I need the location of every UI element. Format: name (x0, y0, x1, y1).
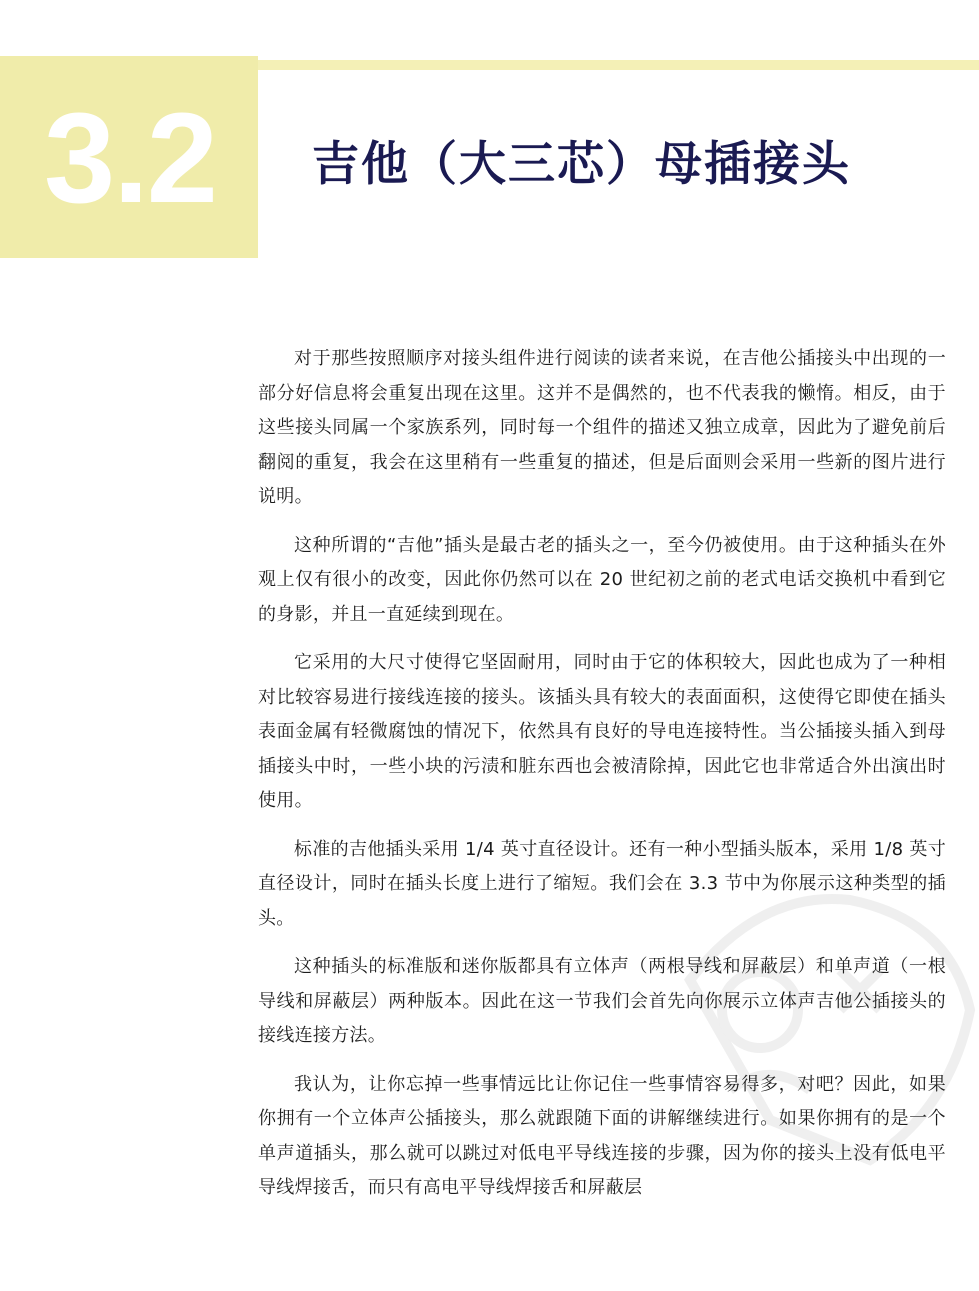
paragraph-2: 这种所谓的“吉他”插头是最古老的插头之一，至今仍被使用。由于这种插头在外观上仅有很小的改变，因此你仍然可以在 20 世纪初之前的老式电话交换机中看到它的身影，并且一直延续到现在。 (258, 534, 946, 625)
paragraph-5: 这种插头的标准版和迷你版都具有立体声（两根导线和屏蔽层）和单声道（一根导线和屏蔽层）两种版本。因此在这一节我们会首先向你展示立体声吉他公插接头的接线连接方法。 (258, 956, 946, 1046)
paragraph-3: 它采用的大尺寸使得它坚固耐用，同时由于它的体积较大，因此也成为了一种相对比较容易进行接线连接的接头。该插头具有较大的表面面积，这使得它即使在插头表面金属有轻微腐蚀的情况下，依然具有良好的导电连接特性。当公插接头插入到母插接头中时，一些小块的污渍和脏东西也会被清除掉，因此它也非常适合外出演出时使用。 (258, 652, 946, 811)
paragraph-6: 我认为，让你忘掉一些事情远比让你记住一些事情容易得多，对吧？因此，如果你拥有一个立体声公插接头，那么就跟随下面的讲解继续进行。如果你拥有的是一个单声道插头，那么就可以跳过对低电平导线连接的步骤，因为你的接头上没有低电平导线焊接舌，而只有高电平导线焊接舌和屏蔽层 (258, 1073, 946, 1198)
section-number: 3.2 (44, 87, 216, 230)
paragraph-4: 标准的吉他插头采用 1/4 英寸直径设计。还有一种小型插头版本，采用 1/8 英寸直径设计，同时在插头长度上进行了缩短。我们会在 3.3 节中为你展示这种类型的插头。 (258, 838, 946, 929)
section-title: 吉他（大三芯）母插接头 (312, 137, 851, 192)
body-text (258, 342, 946, 1220)
paragraph-1: 对于那些按照顺序对接头组件进行阅读的读者来说，在吉他公插接头中出现的一部分好信息将会重复出现在这里。这并不是偶然的，也不代表我的懒惰。相反，由于这些接头同属一个家族系列，同时每一个组件的描述又独立成章，因此为了避免前后翻阅的重复，我会在这里稍有一些重复的描述，但是后面则会采用一些新的图片进行说明。 (258, 348, 946, 507)
